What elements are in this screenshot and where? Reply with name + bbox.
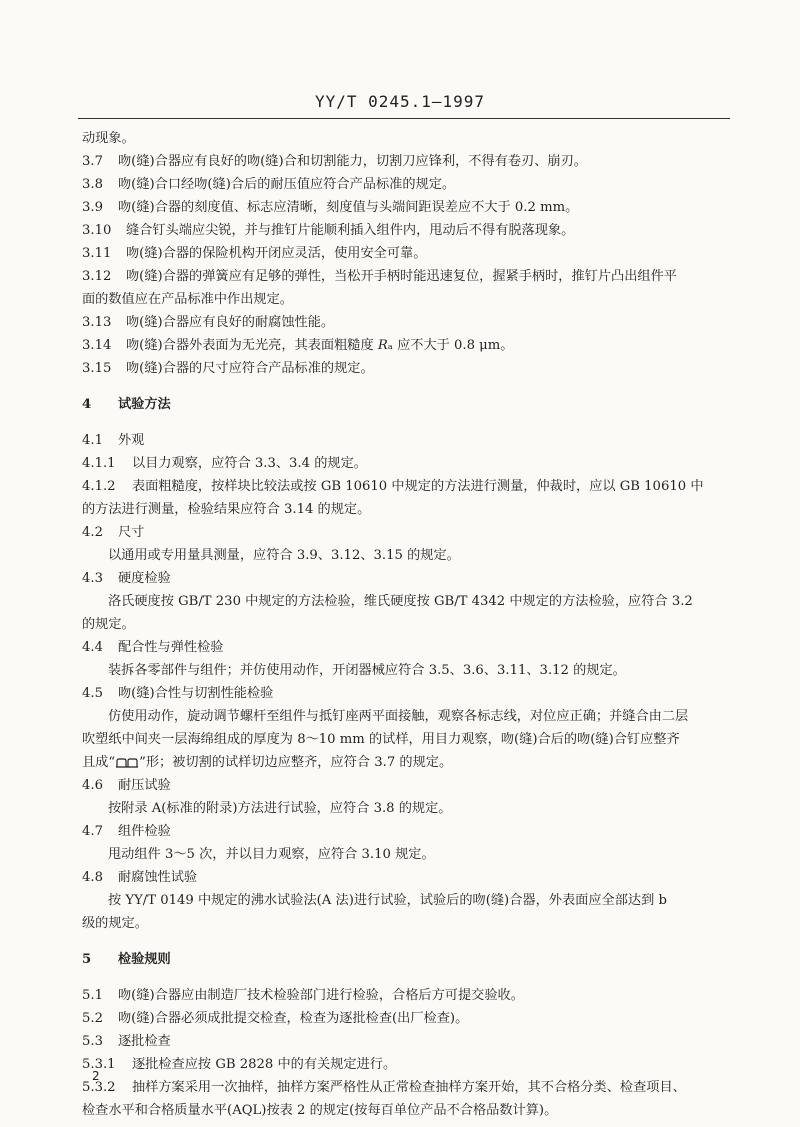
section-number: 5: [82, 952, 92, 967]
clause-text: 吻(缝)合性与切割性能检验: [118, 686, 274, 701]
clause-text: 逐批检查: [118, 1034, 171, 1049]
clause-4-2-body: 以通用或专用量具测量，应符合 3.9、3.12、3.15 的规定。: [108, 548, 460, 563]
clause-number: 4.6: [82, 778, 103, 793]
clause-3-8: [82, 173, 730, 196]
clause-number: 4.2: [82, 525, 103, 540]
clause-text: 吻(缝)合器应由制造厂技术检验部门进行检验，合格后方可提交验收。: [118, 988, 524, 1003]
staple-shape-icon: [115, 758, 139, 768]
clause-number: 3.12: [82, 269, 112, 284]
clause-4-1-2: [82, 475, 730, 498]
section-5-heading: [82, 948, 730, 971]
clause-3-9: [82, 196, 730, 219]
clause-text: 且成“: [82, 755, 116, 770]
document-body: [82, 127, 730, 1122]
clause-text: 抽样方案采用一次抽样，抽样方案严格性从正常检查抽样方案开始，其不合格分类、检查项目、: [132, 1080, 686, 1095]
clause-3-14: [82, 334, 730, 357]
clause-text: 吻(缝)合器应有良好的耐腐蚀性能。: [126, 315, 335, 330]
clause-text: 吻(缝)合器的弹簧应有足够的弹性，当松开手柄时能迅速复位，握紧手柄时，推钉片凸出组件平: [126, 269, 677, 284]
standard-code-header: YY/T 0245.1—1997: [314, 92, 486, 111]
clause-text: 吻(缝)合器的尺寸应符合产品标准的规定。: [126, 361, 374, 376]
clause-text: ₐ 应不大于 0.8 μm。: [387, 338, 514, 353]
clause-5-3-2: [82, 1076, 730, 1099]
clause-4-3: [82, 567, 730, 590]
clause-text: 耐压试验: [118, 778, 171, 793]
clause-text: 配合性与弹性检验: [118, 640, 224, 655]
clause-text: 耐腐蚀性试验: [118, 870, 198, 885]
clause-4-8-cont: 级的规定。: [82, 916, 148, 931]
clause-text: 吻(缝)合器应有良好的吻(缝)合和切割能力，切割刀应锋利，不得有卷刃、崩刃。: [118, 154, 587, 169]
clause-4-2: [82, 521, 730, 544]
clause-number: 3.10: [82, 223, 112, 238]
clause-number: 5.3: [82, 1034, 103, 1049]
clause-4-6: [82, 774, 730, 797]
clause-text: 以目力观察，应符合 3.3、3.4 的规定。: [132, 456, 367, 471]
clause-4-1-1: [82, 452, 730, 475]
clause-text: 外观: [118, 433, 145, 448]
clause-3-7: [82, 150, 730, 173]
clause-4-1: [82, 429, 730, 452]
clause-4-3-cont: 的规定。: [82, 617, 135, 632]
clause-4-4: [82, 636, 730, 659]
clause-4-4-body: 装拆各零部件与组件；并仿使用动作，开闭器械应符合 3.5、3.6、3.11、3.12 的规定。: [108, 663, 626, 678]
clause-4-6-body: 按附录 A(标准的附录)方法进行试验，应符合 3.8 的规定。: [108, 801, 452, 816]
clause-text: 吻(缝)合器必须成批提交检查，检查为逐批检查(出厂检查)。: [118, 1011, 469, 1026]
clause-text: 尺寸: [118, 525, 145, 540]
clause-number: 3.9: [82, 200, 103, 215]
clause-4-1-2-cont: 的方法进行测量，检验结果应符合 3.14 的规定。: [82, 502, 371, 517]
clause-number: 3.7: [82, 154, 103, 169]
header-rule: [78, 118, 730, 119]
clause-3-10: [82, 219, 730, 242]
section-4-heading: [82, 393, 730, 416]
clause-text: 缝合钉头端应尖锐，并与推钉片能顺利插入组件内，甩动后不得有脱落现象。: [126, 223, 575, 238]
roughness-symbol: R: [377, 338, 388, 353]
clause-3-12-cont: 面的数值应在产品标准中作出规定。: [82, 292, 293, 307]
clause-number: 4.1: [82, 433, 103, 448]
clause-text: 表面粗糙度，按样块比较法或按 GB 10610 中规定的方法进行测量，仲裁时，应以 GB 10610 中: [132, 479, 704, 494]
clause-text: 吻(缝)合器外表面为无光亮，其表面粗糙度: [126, 338, 378, 353]
clause-5-3-2-cont: 检查水平和合格质量水平(AQL)按表 2 的规定(按每百单位产品不合格品数计算)。: [82, 1103, 558, 1118]
clause-text: 逐批检查应按 GB 2828 中的有关规定进行。: [132, 1057, 397, 1072]
clause-number: 3.11: [82, 246, 112, 261]
clause-text: 吻(缝)合器的保险机构开闭应灵活，使用安全可靠。: [126, 246, 427, 261]
clause-5-1: [82, 984, 730, 1007]
clause-4-8: [82, 866, 730, 889]
clause-4-7-body: 甩动组件 3～5 次，并以目力观察，应符合 3.10 规定。: [108, 847, 435, 862]
clause-number: 5.1: [82, 988, 103, 1003]
clause-number: 4.3: [82, 571, 103, 586]
page-number: 2: [92, 1069, 100, 1083]
clause-number: 3.15: [82, 361, 112, 376]
clause-5-3-1: [82, 1053, 730, 1076]
clause-text: 吻(缝)合器的刻度值、标志应清晰，刻度值与头端间距误差应不大于 0.2 mm。: [118, 200, 579, 215]
clause-number: 4.5: [82, 686, 103, 701]
clause-text: 组件检验: [118, 824, 171, 839]
clause-number: 4.4: [82, 640, 103, 655]
clause-number: 4.1.2: [82, 479, 116, 494]
clause-4-3-body: 洛氏硬度按 GB/T 230 中规定的方法检验，维氏硬度按 GB/T 4342 中规定的方法检验，应符合 3.2: [108, 594, 693, 609]
clause-4-5-cont: 吹塑纸中间夹一层海绵组成的厚度为 8～10 mm 的试样，用目力观察，吻(缝)合后的吻(缝)合钉应整齐: [82, 732, 680, 747]
clause-4-7: [82, 820, 730, 843]
clause-3-15: [82, 357, 730, 380]
clause-4-5: [82, 682, 730, 705]
clause-number: 5.2: [82, 1011, 103, 1026]
section-number: 4: [82, 397, 92, 412]
clause-number: 5.3.2: [82, 1080, 116, 1095]
clause-3-13: [82, 311, 730, 334]
clause-number: 3.13: [82, 315, 112, 330]
paragraph-line: 动现象。: [82, 131, 135, 146]
clause-number: 4.1.1: [82, 456, 116, 471]
clause-text: 吻(缝)合口经吻(缝)合后的耐压值应符合产品标准的规定。: [118, 177, 456, 192]
clause-number: 4.7: [82, 824, 103, 839]
clause-5-3: [82, 1030, 730, 1053]
clause-3-12: [82, 265, 730, 288]
clause-text: 硬度检验: [118, 571, 171, 586]
clause-text: ”形；被切割的试样切边应整齐，应符合 3.7 的规定。: [139, 755, 453, 770]
clause-number: 4.8: [82, 870, 103, 885]
clause-4-5-cont: [82, 751, 730, 774]
clause-3-11: [82, 242, 730, 265]
section-title: 试验方法: [118, 397, 171, 412]
clause-4-8-body: 按 YY/T 0149 中规定的沸水试验法(A 法)进行试验，试验后的吻(缝)合器，外表面应全部达到 b: [108, 893, 667, 908]
clause-number: 5.3.1: [82, 1057, 116, 1072]
section-title: 检验规则: [118, 952, 171, 967]
clause-5-2: [82, 1007, 730, 1030]
clause-4-5-body: 仿使用动作，旋动调节螺杆至组件与抵钉座两平面接触，观察各标志线，对位应正确；并缝合由二层: [108, 709, 689, 724]
clause-number: 3.14: [82, 338, 112, 353]
clause-number: 3.8: [82, 177, 103, 192]
